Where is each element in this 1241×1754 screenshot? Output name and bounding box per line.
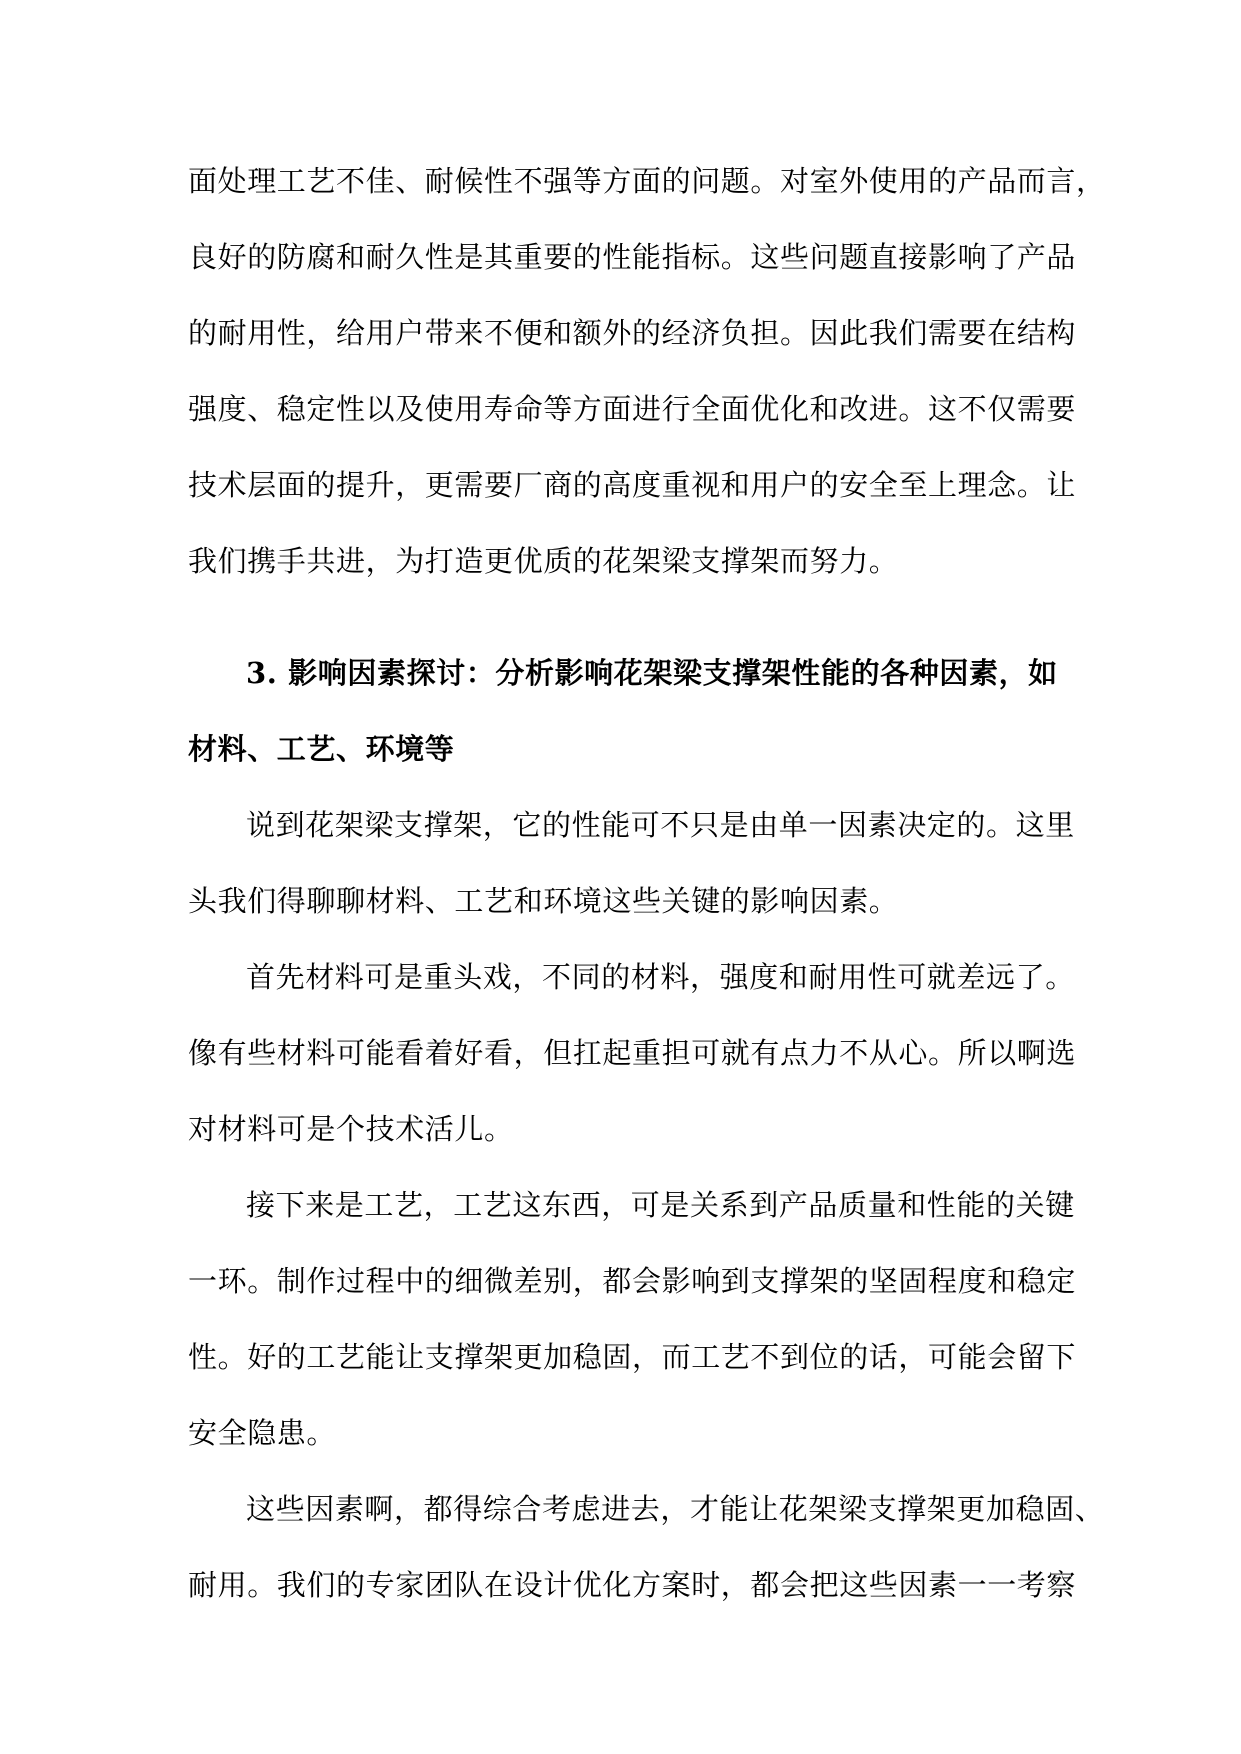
text-line: 性。好的工艺能让支撑架更加稳固，而工艺不到位的话，可能会留下 — [188, 1340, 1077, 1374]
text-line: 这些因素啊，都得综合考虑进去，才能让花架梁支撑架更加稳固、 — [246, 1492, 1105, 1526]
text-line: 安全隐患。 — [188, 1416, 337, 1450]
document-body — [188, 143, 1106, 1623]
text-line: 我们携手共进，为打造更优质的花架梁支撑架而努力。 — [188, 544, 899, 578]
paragraph — [188, 1471, 1105, 1623]
paragraph-gap — [188, 599, 1058, 635]
text-line: 接下来是工艺，工艺这东西，可是关系到产品质量和性能的关键 — [246, 1188, 1075, 1222]
text-line: 对材料可是个技术活儿。 — [188, 1112, 514, 1146]
paragraph — [188, 787, 1075, 939]
text-line: 说到花架梁支撑架，它的性能可不只是由单一因素决定的。这里 — [246, 808, 1075, 842]
text-line: 强度、稳定性以及使用寿命等方面进行全面优化和改进。这不仅需要 — [188, 392, 1077, 426]
text-line: 首先材料可是重头戏，不同的材料，强度和耐用性可就差远了。 — [246, 960, 1075, 994]
text-line: 技术层面的提升，更需要厂商的高度重视和用户的安全至上理念。让 — [188, 468, 1077, 502]
paragraph — [188, 1167, 1077, 1471]
text-line: 头我们得聊聊材料、工艺和环境这些关键的影响因素。 — [188, 884, 899, 918]
text-line: 的耐用性，给用户带来不便和额外的经济负担。因此我们需要在结构 — [188, 316, 1077, 350]
text-line: 一环。制作过程中的细微差别，都会影响到支撑架的坚固程度和稳定 — [188, 1264, 1077, 1298]
text-line: 像有些材料可能看着好看，但扛起重担可就有点力不从心。所以啊选 — [188, 1036, 1077, 1070]
section-heading — [188, 635, 1058, 787]
heading-line: 材料、工艺、环境等 — [188, 732, 455, 766]
text-line: 面处理工艺不佳、耐候性不强等方面的问题。对室外使用的产品而言， — [188, 164, 1106, 198]
paragraph-continued — [188, 143, 1106, 599]
paragraph — [188, 939, 1077, 1167]
text-line: 耐用。我们的专家团队在设计优化方案时，都会把这些因素一一考察 — [188, 1568, 1077, 1602]
heading-line: 3. 影响因素探讨：分析影响花架梁支撑架性能的各种因素，如 — [246, 656, 1058, 690]
text-line: 良好的防腐和耐久性是其重要的性能指标。这些问题直接影响了产品 — [188, 240, 1077, 274]
